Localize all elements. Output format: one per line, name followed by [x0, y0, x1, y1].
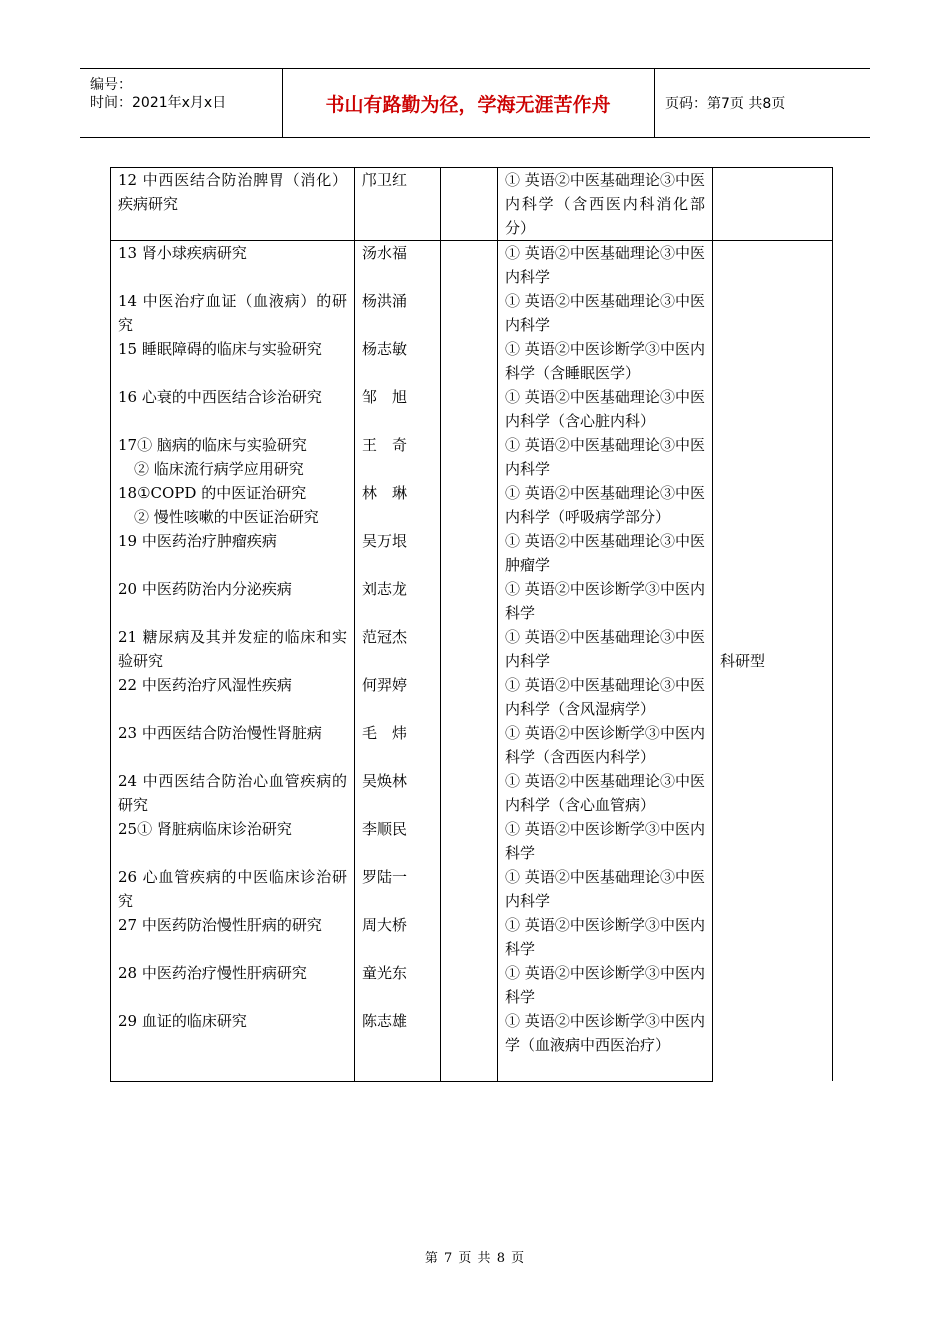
blank-type-cell	[713, 168, 833, 241]
empty-cell	[441, 673, 498, 721]
exam-subjects-cell: ① 英语②中医基础理论③中医肿瘤学	[498, 529, 713, 577]
tutor-cell: 吴万垠	[355, 529, 441, 577]
tutor-cell: 周大桥	[355, 913, 441, 961]
page-footer: 第 7 页 共 8 页	[424, 1251, 526, 1266]
direction-cell	[111, 241, 355, 290]
number-label: 编号：	[90, 77, 132, 93]
empty-cell	[441, 817, 498, 865]
empty-cell	[441, 289, 498, 337]
direction-cell	[111, 168, 355, 241]
direction-text: 19 中医药治疗肿瘤疾病	[118, 532, 277, 550]
direction-cell	[111, 721, 355, 769]
tutor-cell: 罗陆一	[355, 865, 441, 913]
empty-cell	[441, 577, 498, 625]
empty-cell	[441, 337, 498, 385]
exam-subjects-cell: ① 英语②中医基础理论③中医内科学	[498, 625, 713, 673]
type-cell: 科研型	[713, 241, 833, 1082]
empty-cell	[441, 241, 498, 290]
exam-subjects-cell: ① 英语②中医基础理论③中医内科学（含风湿病学）	[498, 673, 713, 721]
tutor-cell: 何羿婷	[355, 673, 441, 721]
exam-subjects-cell: ① 英语②中医基础理论③中医内科学（含西医内科消化部分）	[498, 168, 713, 241]
direction-cell	[111, 433, 355, 481]
direction-text: 21 糖尿病及其并发症的临床和实验研究	[118, 628, 347, 670]
direction-text: 20 中医药防治内分泌疾病	[118, 580, 292, 598]
program-table	[110, 167, 833, 1082]
direction-cell	[111, 1009, 355, 1081]
exam-subjects-cell: ① 英语②中医诊断学③中医内学（血液病中西医治疗）	[498, 1009, 713, 1081]
tutor-cell: 陈志雄	[355, 1009, 441, 1081]
exam-subjects-cell: ① 英语②中医诊断学③中医内科学	[498, 961, 713, 1009]
direction-cell	[111, 961, 355, 1009]
empty-cell	[441, 1009, 498, 1081]
empty-cell	[441, 529, 498, 577]
direction-text: 24 中西医结合防治心血管疾病的研究	[118, 772, 347, 814]
direction-text: 28 中医药治疗慢性肝病研究	[118, 964, 307, 982]
empty-cell	[441, 721, 498, 769]
direction-cell	[111, 289, 355, 337]
direction-text: 26 心血管疾病的中医临床诊治研究	[118, 868, 347, 910]
tutor-cell: 吴焕林	[355, 769, 441, 817]
direction-text: 15 睡眠障碍的临床与实验研究	[118, 340, 322, 358]
direction-text: 25① 肾脏病临床诊治研究	[118, 820, 292, 838]
header-info	[80, 69, 283, 137]
direction-cell	[111, 769, 355, 817]
empty-cell	[441, 433, 498, 481]
table-body	[111, 168, 833, 1082]
tutor-cell: 李顺民	[355, 817, 441, 865]
direction-text: 12 中西医结合防治脾胃（消化）疾病研究	[118, 171, 347, 213]
empty-cell	[441, 913, 498, 961]
direction-cell	[111, 481, 355, 529]
exam-subjects-cell: ① 英语②中医基础理论③中医内科学（呼吸病学部分）	[498, 481, 713, 529]
exam-subjects-cell: ① 英语②中医基础理论③中医内科学	[498, 865, 713, 913]
tutor-cell: 林 琳	[355, 481, 441, 529]
direction-text: 17① 脑病的临床与实验研究	[118, 436, 307, 454]
tutor-cell: 童光东	[355, 961, 441, 1009]
exam-subjects-cell: ① 英语②中医基础理论③中医内科学	[498, 433, 713, 481]
exam-subjects-cell: ① 英语②中医诊断学③中医内科学	[498, 577, 713, 625]
exam-subjects-cell: ① 英语②中医诊断学③中医内科学	[498, 817, 713, 865]
empty-cell	[441, 961, 498, 1009]
direction-cell	[111, 913, 355, 961]
direction-text: 18①COPD 的中医证治研究	[118, 484, 307, 502]
empty-cell	[441, 481, 498, 529]
page-label: 页码：第7页 共8页	[665, 96, 786, 112]
empty-cell	[441, 865, 498, 913]
direction-text: 27 中医药防治慢性肝病的研究	[118, 916, 322, 934]
tutor-cell: 邝卫红	[355, 168, 441, 241]
tutor-cell: 杨志敏	[355, 337, 441, 385]
exam-subjects-cell: ① 英语②中医基础理论③中医内科学	[498, 289, 713, 337]
exam-subjects-cell: ① 英语②中医基础理论③中医内科学（含心血管病）	[498, 769, 713, 817]
direction-text: 13 肾小球疾病研究	[118, 244, 247, 262]
tutor-cell: 王 奇	[355, 433, 441, 481]
direction-cell	[111, 625, 355, 673]
direction-cell	[111, 385, 355, 433]
exam-subjects-cell: ① 英语②中医基础理论③中医内科学	[498, 241, 713, 290]
empty-cell	[441, 385, 498, 433]
motto: 书山有路勤为径，学海无涯苦作舟	[282, 69, 655, 137]
empty-cell	[441, 168, 498, 241]
direction-text: 22 中医药治疗风湿性疾病	[118, 676, 292, 694]
direction-cell	[111, 865, 355, 913]
exam-subjects-cell: ① 英语②中医基础理论③中医内科学（含心脏内科）	[498, 385, 713, 433]
direction-subtext: ② 临床流行病学应用研究	[134, 460, 304, 478]
tutor-cell: 邹 旭	[355, 385, 441, 433]
empty-cell	[441, 769, 498, 817]
direction-cell	[111, 529, 355, 577]
direction-text: 29 血证的临床研究	[118, 1012, 247, 1030]
exam-subjects-cell: ① 英语②中医诊断学③中医内科学（含睡眠医学）	[498, 337, 713, 385]
direction-cell	[111, 577, 355, 625]
time-label: 时间：2021年x月x日	[90, 95, 227, 111]
tutor-cell: 范冠杰	[355, 625, 441, 673]
direction-cell	[111, 817, 355, 865]
tutor-cell: 杨洪涌	[355, 289, 441, 337]
table-row	[111, 168, 833, 241]
direction-text: 23 中西医结合防治慢性肾脏病	[118, 724, 322, 742]
empty-cell	[441, 625, 498, 673]
direction-cell	[111, 337, 355, 385]
direction-text: 16 心衰的中西医结合诊治研究	[118, 388, 322, 406]
exam-subjects-cell: ① 英语②中医诊断学③中医内科学（含西医内科学）	[498, 721, 713, 769]
table-row	[111, 241, 833, 290]
tutor-cell: 刘志龙	[355, 577, 441, 625]
page-header	[80, 68, 870, 138]
exam-subjects-cell: ① 英语②中医诊断学③中医内科学	[498, 913, 713, 961]
direction-text: 14 中医治疗血证（血液病）的研究	[118, 292, 347, 334]
direction-cell	[111, 673, 355, 721]
tutor-cell: 汤水福	[355, 241, 441, 290]
direction-subtext: ② 慢性咳嗽的中医证治研究	[134, 508, 319, 526]
tutor-cell: 毛 炜	[355, 721, 441, 769]
